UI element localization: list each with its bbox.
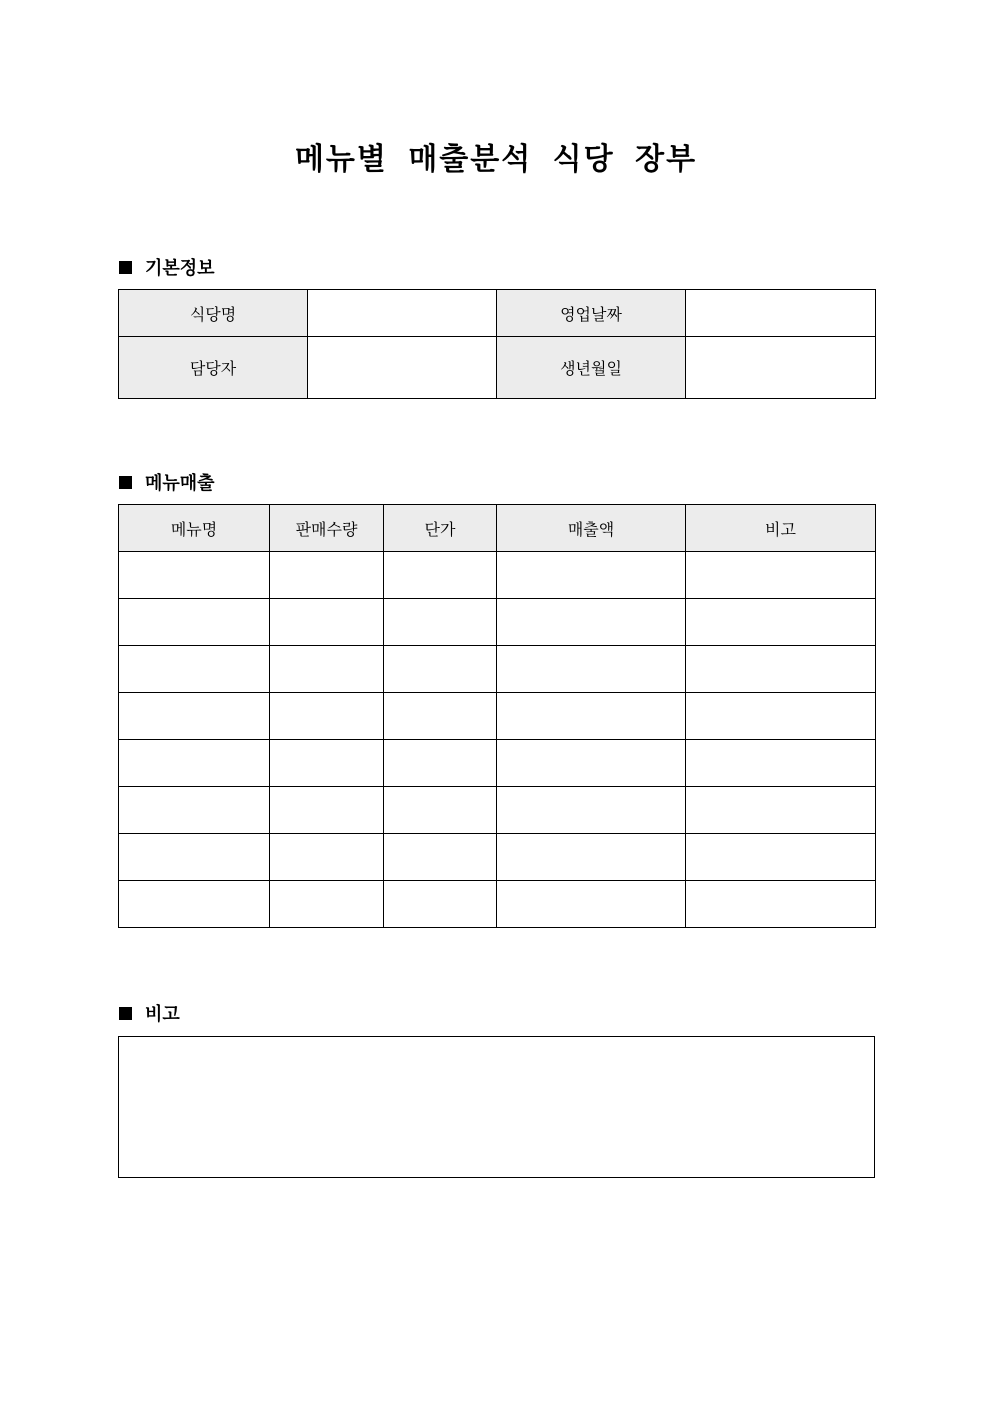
remarks-cell[interactable] [686,646,876,693]
sales-amount-cell[interactable] [497,693,686,740]
menu-name-cell[interactable] [119,599,270,646]
quantity-cell[interactable] [270,787,384,834]
table-row [119,290,876,337]
quantity-cell[interactable] [270,740,384,787]
birth-date-field[interactable] [686,337,876,399]
section-heading-label: 기본정보 [145,258,215,279]
menu-name-cell[interactable] [119,834,270,881]
remarks-cell[interactable] [686,740,876,787]
remarks-cell[interactable] [686,787,876,834]
quantity-cell[interactable] [270,552,384,599]
remarks-cell[interactable] [686,693,876,740]
section-heading-label: 비고 [145,1004,180,1025]
remarks-cell[interactable] [686,552,876,599]
section-heading-label: 메뉴매출 [145,473,215,494]
table-row [119,787,876,834]
manager-label: 담당자 [119,337,308,399]
unit-price-cell[interactable] [384,881,497,928]
manager-field[interactable] [308,337,497,399]
column-header-remarks: 비고 [686,505,876,552]
unit-price-cell[interactable] [384,693,497,740]
square-bullet-icon [119,476,132,489]
table-row [119,693,876,740]
quantity-cell[interactable] [270,881,384,928]
remarks-cell[interactable] [686,881,876,928]
sales-amount-cell[interactable] [497,881,686,928]
page-title: 메뉴별 매출분석 식당 장부 [294,142,698,177]
quantity-cell[interactable] [270,599,384,646]
square-bullet-icon [119,1007,132,1020]
column-header-quantity: 판매수량 [270,505,384,552]
menu-name-cell[interactable] [119,552,270,599]
section-heading-notes [119,1000,180,1026]
table-row [119,337,876,399]
remarks-cell[interactable] [686,599,876,646]
unit-price-cell[interactable] [384,552,497,599]
quantity-cell[interactable] [270,834,384,881]
sales-amount-cell[interactable] [497,599,686,646]
unit-price-cell[interactable] [384,834,497,881]
business-date-label: 영업날짜 [497,290,686,337]
quantity-cell[interactable] [270,693,384,740]
column-header-sales-amount: 매출액 [497,505,686,552]
unit-price-cell[interactable] [384,740,497,787]
quantity-cell[interactable] [270,646,384,693]
restaurant-name-label: 식당명 [119,290,308,337]
unit-price-cell[interactable] [384,646,497,693]
menu-name-cell[interactable] [119,787,270,834]
menu-sales-table [118,504,876,928]
menu-name-cell[interactable] [119,881,270,928]
table-row [119,881,876,928]
sales-amount-cell[interactable] [497,834,686,881]
remarks-cell[interactable] [686,834,876,881]
square-bullet-icon [119,261,132,274]
table-row [119,740,876,787]
menu-name-cell[interactable] [119,693,270,740]
sales-amount-cell[interactable] [497,646,686,693]
sales-amount-cell[interactable] [497,787,686,834]
table-row [119,552,876,599]
table-row [119,834,876,881]
menu-name-cell[interactable] [119,740,270,787]
birth-date-label: 생년월일 [497,337,686,399]
unit-price-cell[interactable] [384,787,497,834]
restaurant-name-field[interactable] [308,290,497,337]
table-row [119,646,876,693]
table-row [119,599,876,646]
sales-amount-cell[interactable] [497,740,686,787]
table-header-row [119,505,876,552]
basic-info-table [118,289,876,399]
sales-amount-cell[interactable] [497,552,686,599]
section-heading-basic-info [119,254,215,280]
column-header-unit-price: 단가 [384,505,497,552]
business-date-field[interactable] [686,290,876,337]
section-heading-menu-sales [119,469,215,495]
notes-box[interactable] [118,1036,875,1178]
menu-name-cell[interactable] [119,646,270,693]
column-header-menu-name: 메뉴명 [119,505,270,552]
unit-price-cell[interactable] [384,599,497,646]
